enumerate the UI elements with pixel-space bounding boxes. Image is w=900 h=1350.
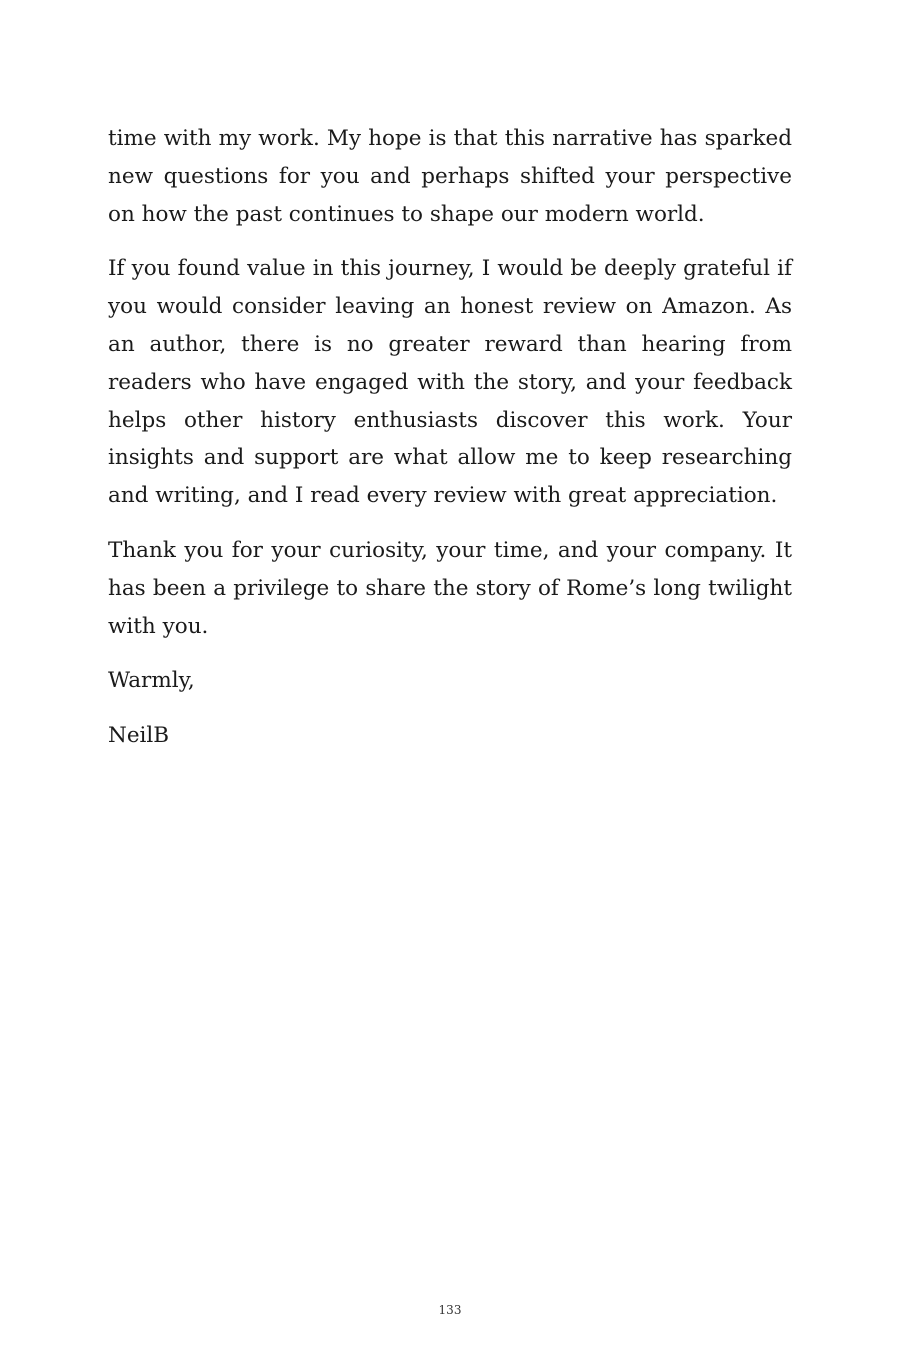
body-text [108,120,792,772]
paragraph-thanks: Thank you for your curiosity, your time, and your company. It has been a privilege to share the story of Rome’s long twilight with you. [108,537,792,639]
closing-salutation: Warmly, [108,668,195,694]
author-signature: NeilB [108,723,170,749]
page-number: 133 [438,1303,462,1317]
paragraph-continuation: time with my work. My hope is that this narrative has sparked new questions for you and perhaps shifted your perspective on how the past continues to shape our modern world. [108,126,792,227]
paragraph-review-request: If you found value in this journey, I would be deeply grateful if you would consider leaving an honest review on Amazon. As an author, there is no greater reward than hearing from readers who have engaged with the story, and your feedback helps other history enthusiasts discover this work. Your insights and support are what allow me to keep researching and writing, and I read every review with great appreciation. [108,256,792,509]
